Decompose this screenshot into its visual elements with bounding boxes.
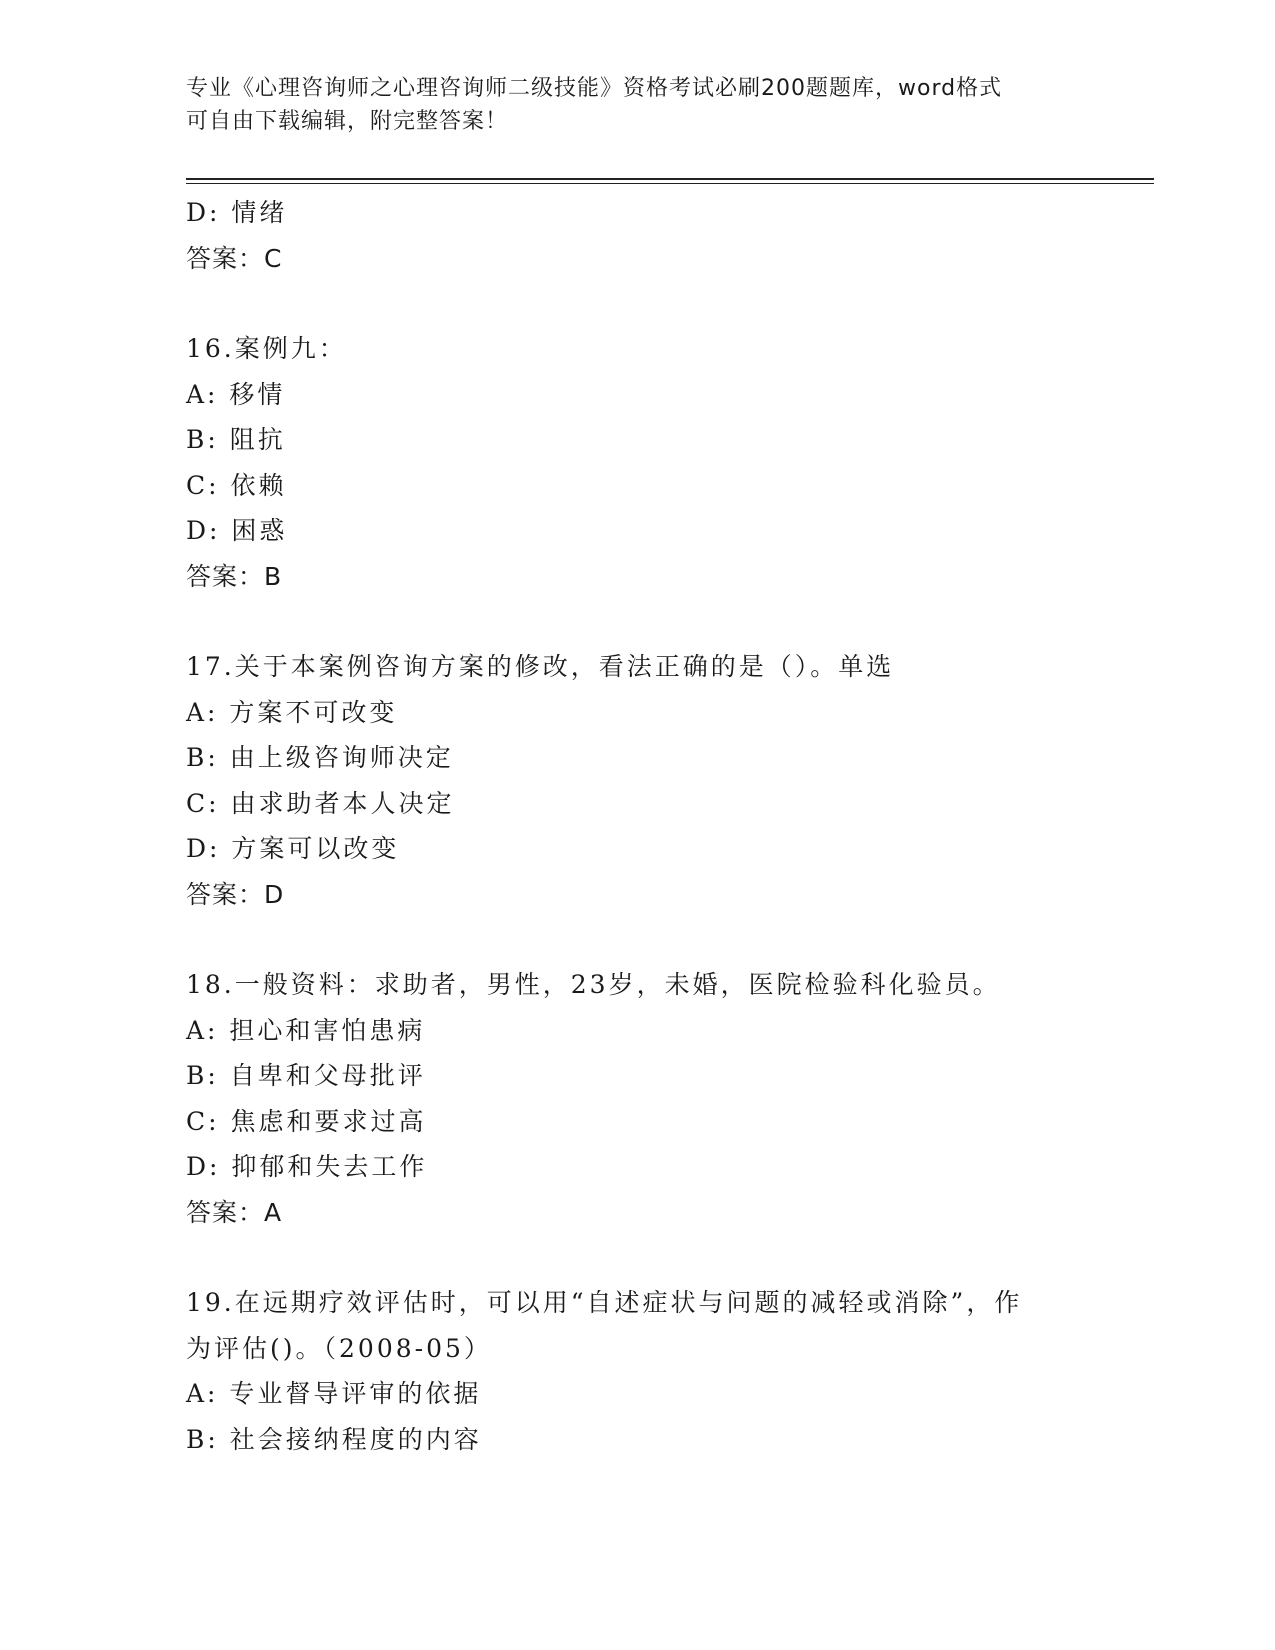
question-block: [186, 190, 1086, 281]
option-line: C: 依赖: [186, 470, 287, 500]
question-list: [186, 190, 1086, 1462]
header-line-2: 可自由下载编辑，附完整答案！: [186, 109, 509, 134]
option-line: 为评估()。（2008-05）: [186, 1333, 492, 1363]
block-spacer: [186, 281, 1086, 326]
option-line: B: 社会接纳程度的内容: [186, 1424, 482, 1454]
header-rule-thick: [186, 178, 1154, 180]
question-block: [186, 644, 1086, 917]
block-spacer: [186, 917, 1086, 962]
question-stem: 18.一般资料：求助者，男性，23岁，未婚，医院检验科化验员。: [186, 970, 1001, 999]
question-block: [186, 1280, 1086, 1462]
option-line: A: 专业督导评审的依据: [186, 1379, 482, 1408]
question-stem: 16.案例九：: [186, 334, 347, 363]
question-block: [186, 962, 1086, 1235]
option-line: D: 抑郁和失去工作: [186, 1152, 428, 1181]
option-line: B: 由上级咨询师决定: [186, 743, 454, 772]
question-stem: 17.关于本案例咨询方案的修改，看法正确的是（）。单选: [186, 652, 895, 681]
option-line: C: 焦虑和要求过高: [186, 1106, 427, 1136]
document-header: [186, 72, 1086, 138]
answer-line: 答案：B: [186, 561, 283, 591]
option-line: D: 困惑: [186, 516, 288, 545]
question-stem: 19.在远期疗效评估时，可以用“自述症状与问题的减轻或消除”，作: [186, 1288, 1023, 1317]
option-line: A: 方案不可改变: [186, 697, 398, 727]
block-spacer: [186, 599, 1086, 644]
option-line: D: 情绪: [186, 198, 288, 227]
block-spacer: [186, 1235, 1086, 1280]
option-line: A: 担心和害怕患病: [186, 1015, 426, 1045]
answer-line: 答案：A: [186, 1197, 283, 1227]
header-line-1: 专业《心理咨询师之心理咨询师二级技能》资格考试必刷200题题库，word格式: [186, 76, 1003, 101]
option-line: C: 由求助者本人决定: [186, 788, 455, 818]
question-block: [186, 326, 1086, 599]
option-line: A: 移情: [186, 379, 286, 409]
option-line: B: 阻抗: [186, 425, 286, 454]
answer-line: 答案：C: [186, 243, 283, 273]
option-line: B: 自卑和父母批评: [186, 1061, 426, 1090]
answer-line: 答案：D: [186, 879, 285, 909]
option-line: D: 方案可以改变: [186, 834, 400, 863]
header-rule-thin: [186, 183, 1154, 184]
